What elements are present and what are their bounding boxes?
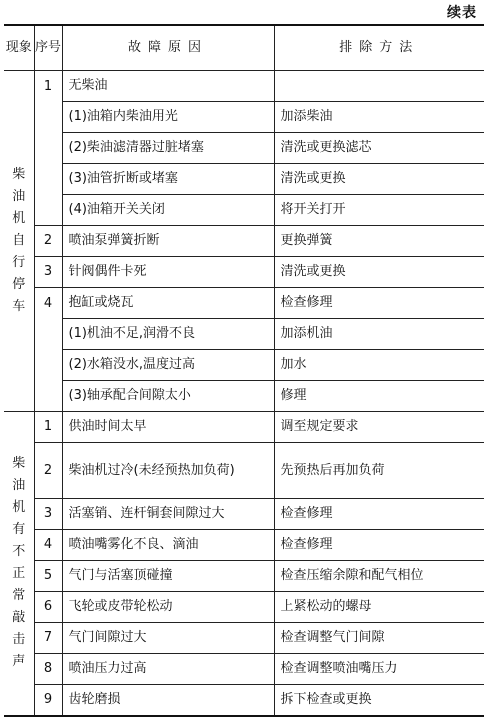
table-row xyxy=(4,443,484,499)
table-row xyxy=(4,530,484,561)
cause-cell: (4)油箱开关关闭 xyxy=(62,195,274,226)
method-cell xyxy=(274,71,484,102)
phenomenon-text: 柴油机有不正常敲击声 xyxy=(12,456,26,670)
table-row xyxy=(4,133,484,164)
method-cell: 更换弹簧 xyxy=(274,226,484,257)
cause-cell: 抱缸或烧瓦 xyxy=(62,288,274,319)
header-method: 排除方法 xyxy=(274,25,484,71)
header-row xyxy=(4,25,484,71)
table-row xyxy=(4,319,484,350)
cause-cell: (1)油箱内柴油用光 xyxy=(62,102,274,133)
seq-cell: 3 xyxy=(34,257,62,288)
seq-cell: 4 xyxy=(34,288,62,412)
cause-cell: (2)柴油滤清器过脏堵塞 xyxy=(62,133,274,164)
seq-cell: 1 xyxy=(34,71,62,226)
seq-cell: 1 xyxy=(34,412,62,443)
table-row xyxy=(4,288,484,319)
seq-cell: 7 xyxy=(34,623,62,654)
cause-cell: (1)机油不足,润滑不良 xyxy=(62,319,274,350)
method-cell: 清洗或更换 xyxy=(274,257,484,288)
method-cell: 检查修理 xyxy=(274,288,484,319)
cause-cell: 喷油泵弹簧折断 xyxy=(62,226,274,257)
continued-label: 续表 xyxy=(447,5,477,21)
cause-cell: 活塞销、连杆铜套间隙过大 xyxy=(62,499,274,530)
cause-cell: 供油时间太早 xyxy=(62,412,274,443)
table-row xyxy=(4,257,484,288)
method-cell: 将开关打开 xyxy=(274,195,484,226)
cause-cell: 齿轮磨损 xyxy=(62,685,274,716)
fault-table xyxy=(4,24,484,717)
table-row xyxy=(4,592,484,623)
seq-cell: 2 xyxy=(34,226,62,257)
table-row xyxy=(4,381,484,412)
phenomenon-text: 柴油机自行停车 xyxy=(12,167,26,314)
cause-cell: 气门与活塞顶碰撞 xyxy=(62,561,274,592)
table-row xyxy=(4,102,484,133)
table-row xyxy=(4,561,484,592)
seq-cell: 2 xyxy=(34,443,62,499)
method-cell: 先预热后再加负荷 xyxy=(274,443,484,499)
header-phenomenon: 现象 xyxy=(4,25,34,71)
header-seq: 序号 xyxy=(34,25,62,71)
cause-cell: 喷油压力过高 xyxy=(62,654,274,685)
cause-cell: 飞轮或皮带轮松动 xyxy=(62,592,274,623)
table-row xyxy=(4,685,484,716)
phenomenon-cell xyxy=(4,71,34,412)
seq-cell: 4 xyxy=(34,530,62,561)
cause-cell: (2)水箱没水,温度过高 xyxy=(62,350,274,381)
cause-cell: 气门间隙过大 xyxy=(62,623,274,654)
method-cell: 检查修理 xyxy=(274,530,484,561)
method-cell: 上紧松动的螺母 xyxy=(274,592,484,623)
table-row xyxy=(4,195,484,226)
cause-cell: 针阀偶件卡死 xyxy=(62,257,274,288)
header-cause: 故障原因 xyxy=(62,25,274,71)
table-row xyxy=(4,226,484,257)
seq-cell: 3 xyxy=(34,499,62,530)
cause-cell: 柴油机过冷(未经预热加负荷) xyxy=(62,443,274,499)
method-cell: 拆下检查或更换 xyxy=(274,685,484,716)
cause-cell: 喷油嘴雾化不良、滴油 xyxy=(62,530,274,561)
method-cell: 清洗或更换滤芯 xyxy=(274,133,484,164)
method-cell: 清洗或更换 xyxy=(274,164,484,195)
cause-cell: 无柴油 xyxy=(62,71,274,102)
method-cell: 加添机油 xyxy=(274,319,484,350)
method-cell: 修理 xyxy=(274,381,484,412)
seq-cell: 6 xyxy=(34,592,62,623)
phenomenon-cell xyxy=(4,412,34,716)
table-row xyxy=(4,350,484,381)
table-body xyxy=(4,71,484,716)
table-row xyxy=(4,654,484,685)
table-row xyxy=(4,164,484,195)
method-cell: 检查压缩余隙和配气相位 xyxy=(274,561,484,592)
method-cell: 检查调整气门间隙 xyxy=(274,623,484,654)
method-cell: 检查调整喷油嘴压力 xyxy=(274,654,484,685)
table-row xyxy=(4,71,484,102)
seq-cell: 5 xyxy=(34,561,62,592)
table-row xyxy=(4,412,484,443)
table-row xyxy=(4,499,484,530)
seq-cell: 8 xyxy=(34,654,62,685)
seq-cell: 9 xyxy=(34,685,62,716)
method-cell: 加添柴油 xyxy=(274,102,484,133)
method-cell: 加水 xyxy=(274,350,484,381)
table-row xyxy=(4,623,484,654)
cause-cell: (3)油管折断或堵塞 xyxy=(62,164,274,195)
method-cell: 检查修理 xyxy=(274,499,484,530)
cause-cell: (3)轴承配合间隙太小 xyxy=(62,381,274,412)
method-cell: 调至规定要求 xyxy=(274,412,484,443)
